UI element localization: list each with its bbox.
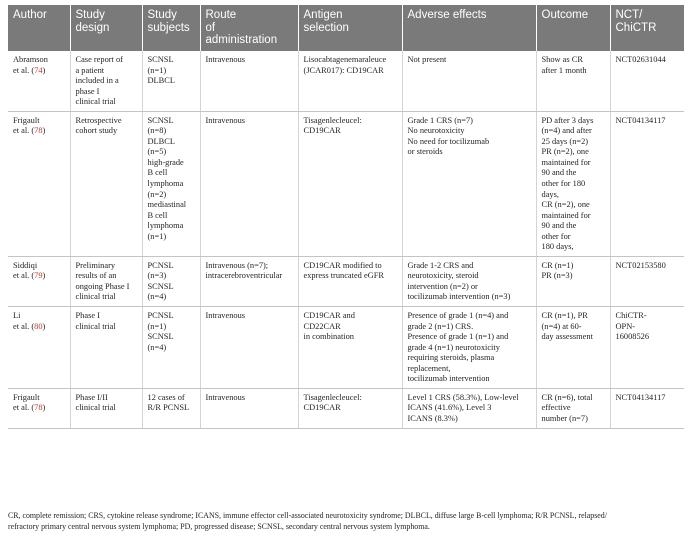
table-row: [8, 388, 684, 428]
outcome-text: after 1 month: [541, 65, 587, 75]
adverse-text: ICANS (41.6%), Level 3: [407, 403, 492, 413]
subjects-text: (n=1): [147, 321, 167, 331]
subjects-text: (n=1): [147, 65, 167, 75]
header-text: Antigen: [303, 9, 343, 21]
adverse-text: neurotoxicity, steroid: [407, 271, 479, 281]
subjects-text: (n=4): [147, 342, 167, 352]
design-cell: [70, 388, 142, 428]
subjects-text: DLBCL: [147, 76, 175, 86]
route-cell: [200, 51, 298, 111]
antigen-cell: [298, 51, 402, 111]
adverse-text: No neurotoxicity: [407, 126, 465, 136]
antigen-text: Lisocabtagenemaraleuce: [303, 55, 387, 64]
table-row: [8, 51, 684, 111]
subjects-text: (n=1): [147, 231, 167, 241]
adverse-text: tocilizumab intervention: [407, 374, 490, 384]
antigen-text: CD19CAR modified to: [303, 260, 382, 270]
design-cell: [70, 256, 142, 306]
route-text: Intravenous: [205, 55, 246, 64]
subjects-text: 12 cases of: [147, 392, 185, 402]
header-text: Outcome: [541, 9, 589, 21]
adverse-cell: [402, 51, 536, 111]
nct-text: NCT04134117: [615, 115, 666, 125]
author-name: Abramson: [13, 55, 48, 64]
outcome-text: days,: [541, 189, 559, 199]
header-text: NCT/: [615, 9, 643, 21]
design-text: a patient: [75, 65, 105, 75]
nct-text: 16008526: [615, 332, 649, 342]
etal-text: et al. (: [13, 271, 35, 281]
design-cell: [70, 111, 142, 256]
subjects-text: SCNSL: [147, 281, 174, 291]
table-row: [8, 256, 684, 306]
outcome-text: (n=4) and after: [541, 126, 592, 136]
nct-cell: [610, 388, 684, 428]
outcome-cell: [536, 388, 610, 428]
car-t-studies-table: [8, 5, 684, 429]
design-text: clinical trial: [75, 321, 116, 331]
nct-text: OPN-: [615, 321, 636, 331]
header-text: Author: [13, 9, 47, 21]
nct-cell: [610, 51, 684, 111]
antigen-text: CD19CAR: [303, 403, 341, 413]
antigen-cell: [298, 111, 402, 256]
subjects-text: SCNSL: [147, 115, 174, 125]
column-header-subjects: [142, 5, 200, 51]
header-text: design: [75, 21, 110, 34]
etal-text: et al. (: [13, 403, 35, 413]
nct-text: NCT02153580: [615, 260, 666, 270]
etal-text: et al. (: [13, 126, 35, 136]
adverse-cell: [402, 256, 536, 306]
antigen-text: Tisagenlecleucel:: [303, 115, 362, 125]
subjects-text: (n=2): [147, 189, 167, 199]
route-text: intracerebroventricular: [205, 271, 283, 281]
author-etal: [13, 66, 67, 77]
column-header-adverse: [402, 5, 536, 51]
outcome-text: CR (n=1), PR: [541, 311, 588, 321]
design-text: included in a: [75, 76, 119, 86]
subjects-text: (n=8): [147, 126, 167, 136]
nct-text: NCT02631044: [615, 55, 666, 64]
ref-close-paren: ): [42, 321, 46, 331]
outcome-text: CR (n=6), total: [541, 392, 593, 402]
design-text: Case report of: [75, 55, 123, 64]
design-text: Retrospective: [75, 115, 122, 125]
subjects-text: lymphoma: [147, 221, 184, 231]
outcome-text: effective: [541, 403, 571, 413]
subjects-text: lymphoma: [147, 179, 184, 189]
subjects-text: (n=5): [147, 147, 167, 157]
header-text: of: [205, 21, 216, 34]
outcome-text: 90 and the: [541, 221, 577, 231]
author-cell: [8, 256, 70, 306]
table-row: [8, 307, 684, 389]
outcome-text: CR (n=2), one: [541, 200, 590, 210]
ref-close-paren: ): [42, 271, 46, 281]
design-text: ongoing Phase I: [75, 281, 130, 291]
subjects-cell: [142, 256, 200, 306]
route-text: Intravenous: [205, 392, 246, 402]
reference-link[interactable]: 78: [34, 126, 43, 136]
antigen-text: CD22CAR: [303, 321, 341, 331]
nct-text: ChiCTR-: [615, 311, 647, 321]
antigen-cell: [298, 388, 402, 428]
footnote-text: refractory primary central nervous system lymphoma; PD, progressed disease; SCNSL, secondary central nervous system lymphoma.: [8, 521, 430, 531]
adverse-cell: [402, 388, 536, 428]
adverse-text: Presence of grade 1 (n=1) and: [407, 332, 509, 342]
outcome-text: day assessment: [541, 332, 593, 342]
adverse-text: or steroids: [407, 147, 443, 157]
subjects-text: PCNSL: [147, 311, 174, 321]
table-row: [8, 111, 684, 256]
author-cell: [8, 388, 70, 428]
outcome-text: PR (n=3): [541, 271, 573, 281]
route-cell: [200, 111, 298, 256]
subjects-text: (n=4): [147, 292, 167, 302]
outcome-cell: [536, 256, 610, 306]
header-text: selection: [303, 21, 349, 34]
header-text: Study: [75, 9, 105, 21]
etal-text: et al. (: [13, 65, 35, 75]
column-header-antigen: [298, 5, 402, 51]
header-text: Study: [147, 9, 177, 21]
author-etal: [13, 271, 67, 282]
design-text: Phase I/II: [75, 392, 108, 402]
subjects-text: B cell: [147, 210, 168, 220]
outcome-text: other for 180: [541, 179, 586, 189]
ref-close-paren: ): [42, 403, 46, 413]
reference-link[interactable]: 79: [34, 271, 43, 281]
subjects-text: PCNSL: [147, 260, 174, 270]
subjects-text: DLBCL: [147, 136, 175, 146]
design-text: cohort study: [75, 126, 118, 136]
design-text: Preliminary: [75, 260, 116, 270]
adverse-text: ICANS (8.3%): [407, 413, 458, 423]
author-cell: [8, 51, 70, 111]
subjects-text: SCNSL: [147, 55, 174, 64]
design-text: results of an: [75, 271, 117, 281]
outcome-text: 90 and the: [541, 168, 577, 178]
subjects-text: R/R PCNSL: [147, 403, 190, 413]
adverse-text: requiring steroids, plasma: [407, 353, 495, 363]
route-text: Intravenous (n=7);: [205, 260, 269, 270]
column-header-route: [200, 5, 298, 51]
outcome-text: CR (n=1): [541, 260, 574, 270]
reference-link[interactable]: 80: [34, 321, 43, 331]
nct-text: NCT04134117: [615, 392, 666, 402]
design-text: phase I: [75, 86, 100, 96]
outcome-text: number (n=7): [541, 413, 588, 423]
antigen-text: CD19CAR and: [303, 311, 355, 321]
table-container: [8, 5, 684, 429]
design-text: Phase I: [75, 311, 100, 321]
design-text: clinical trial: [75, 97, 116, 107]
adverse-text: Level 1 CRS (58.3%), Low-level: [407, 392, 519, 402]
nct-cell: [610, 307, 684, 389]
antigen-text: in combination: [303, 332, 354, 342]
ref-close-paren: ): [42, 126, 46, 136]
outcome-text: maintained for: [541, 157, 591, 167]
design-text: clinical trial: [75, 292, 116, 302]
route-cell: [200, 388, 298, 428]
subjects-text: B cell: [147, 168, 168, 178]
column-header-nct: [610, 5, 684, 51]
outcome-cell: [536, 51, 610, 111]
route-text: Intravenous: [205, 115, 246, 125]
outcome-text: other for: [541, 231, 571, 241]
column-header-outcome: [536, 5, 610, 51]
column-header-design: [70, 5, 142, 51]
design-text: clinical trial: [75, 403, 116, 413]
subjects-text: (n=3): [147, 271, 167, 281]
adverse-text: intervention (n=2) or: [407, 281, 478, 291]
subjects-cell: [142, 388, 200, 428]
author-name: Li: [13, 311, 21, 321]
design-cell: [70, 51, 142, 111]
adverse-cell: [402, 111, 536, 256]
route-text: Intravenous: [205, 311, 246, 321]
outcome-text: 25 days (n=2): [541, 136, 589, 146]
table-body: [8, 51, 684, 428]
outcome-text: 180 days,: [541, 242, 574, 252]
outcome-text: (n=4) at 60-: [541, 321, 582, 331]
outcome-text: maintained for: [541, 210, 591, 220]
reference-link[interactable]: 74: [34, 65, 43, 75]
author-etal: [13, 126, 67, 137]
design-cell: [70, 307, 142, 389]
column-header-author: [8, 5, 70, 51]
nct-cell: [610, 111, 684, 256]
table-header-row: [8, 5, 684, 51]
header-text: Adverse effects: [407, 9, 487, 21]
ref-close-paren: ): [42, 65, 46, 75]
subjects-cell: [142, 111, 200, 256]
adverse-text: Presence of grade 1 (n=4) and: [407, 311, 509, 321]
outcome-text: PR (n=2), one: [541, 147, 589, 157]
antigen-text: (JCAR017): CD19CAR: [303, 65, 384, 75]
author-etal: [13, 322, 67, 333]
adverse-text: Grade 1 CRS (n=7): [407, 115, 473, 125]
author-cell: [8, 111, 70, 256]
adverse-text: replacement,: [407, 363, 451, 373]
adverse-cell: [402, 307, 536, 389]
antigen-cell: [298, 307, 402, 389]
antigen-text: CD19CAR: [303, 126, 341, 136]
header-text: ChiCTR: [615, 21, 657, 34]
subjects-text: high-grade: [147, 157, 184, 167]
subjects-text: SCNSL: [147, 332, 174, 342]
antigen-text: Tisagenlecleucel:: [303, 392, 362, 402]
adverse-text: grade 4 (n=1) neurotoxicity: [407, 342, 500, 352]
footnote-text: CR, complete remission; CRS, cytokine release syndrome; ICANS, immune effector cell-associated neurotoxicity syndrome; DLBCL, diffuse large B-cell lymphoma; R/R PCNSL, relapsed/: [8, 511, 607, 520]
adverse-text: tocilizumab intervention (n=3): [407, 292, 511, 302]
adverse-text: grade 2 (n=1) CRS.: [407, 321, 474, 331]
header-text: subjects: [147, 21, 190, 34]
author-name: Frigault: [13, 115, 40, 125]
reference-link[interactable]: 78: [34, 403, 43, 413]
outcome-text: PD after 3 days: [541, 115, 594, 125]
table-footnote: [8, 511, 684, 532]
header-text: administration: [205, 34, 278, 46]
outcome-cell: [536, 307, 610, 389]
outcome-text: Show as CR: [541, 55, 583, 64]
antigen-text: express truncated eGFR: [303, 271, 384, 281]
adverse-text: No need for tocilizumab: [407, 136, 490, 146]
subjects-cell: [142, 307, 200, 389]
antigen-cell: [298, 256, 402, 306]
author-name: Frigault: [13, 392, 40, 402]
subjects-cell: [142, 51, 200, 111]
outcome-cell: [536, 111, 610, 256]
author-name: Siddiqi: [13, 260, 38, 270]
author-etal: [13, 403, 67, 414]
route-cell: [200, 307, 298, 389]
adverse-text: Not present: [407, 55, 447, 64]
adverse-text: Grade 1-2 CRS and: [407, 260, 474, 270]
subjects-text: mediastinal: [147, 200, 187, 210]
header-text: Route: [205, 9, 237, 21]
author-cell: [8, 307, 70, 389]
etal-text: et al. (: [13, 321, 35, 331]
nct-cell: [610, 256, 684, 306]
route-cell: [200, 256, 298, 306]
